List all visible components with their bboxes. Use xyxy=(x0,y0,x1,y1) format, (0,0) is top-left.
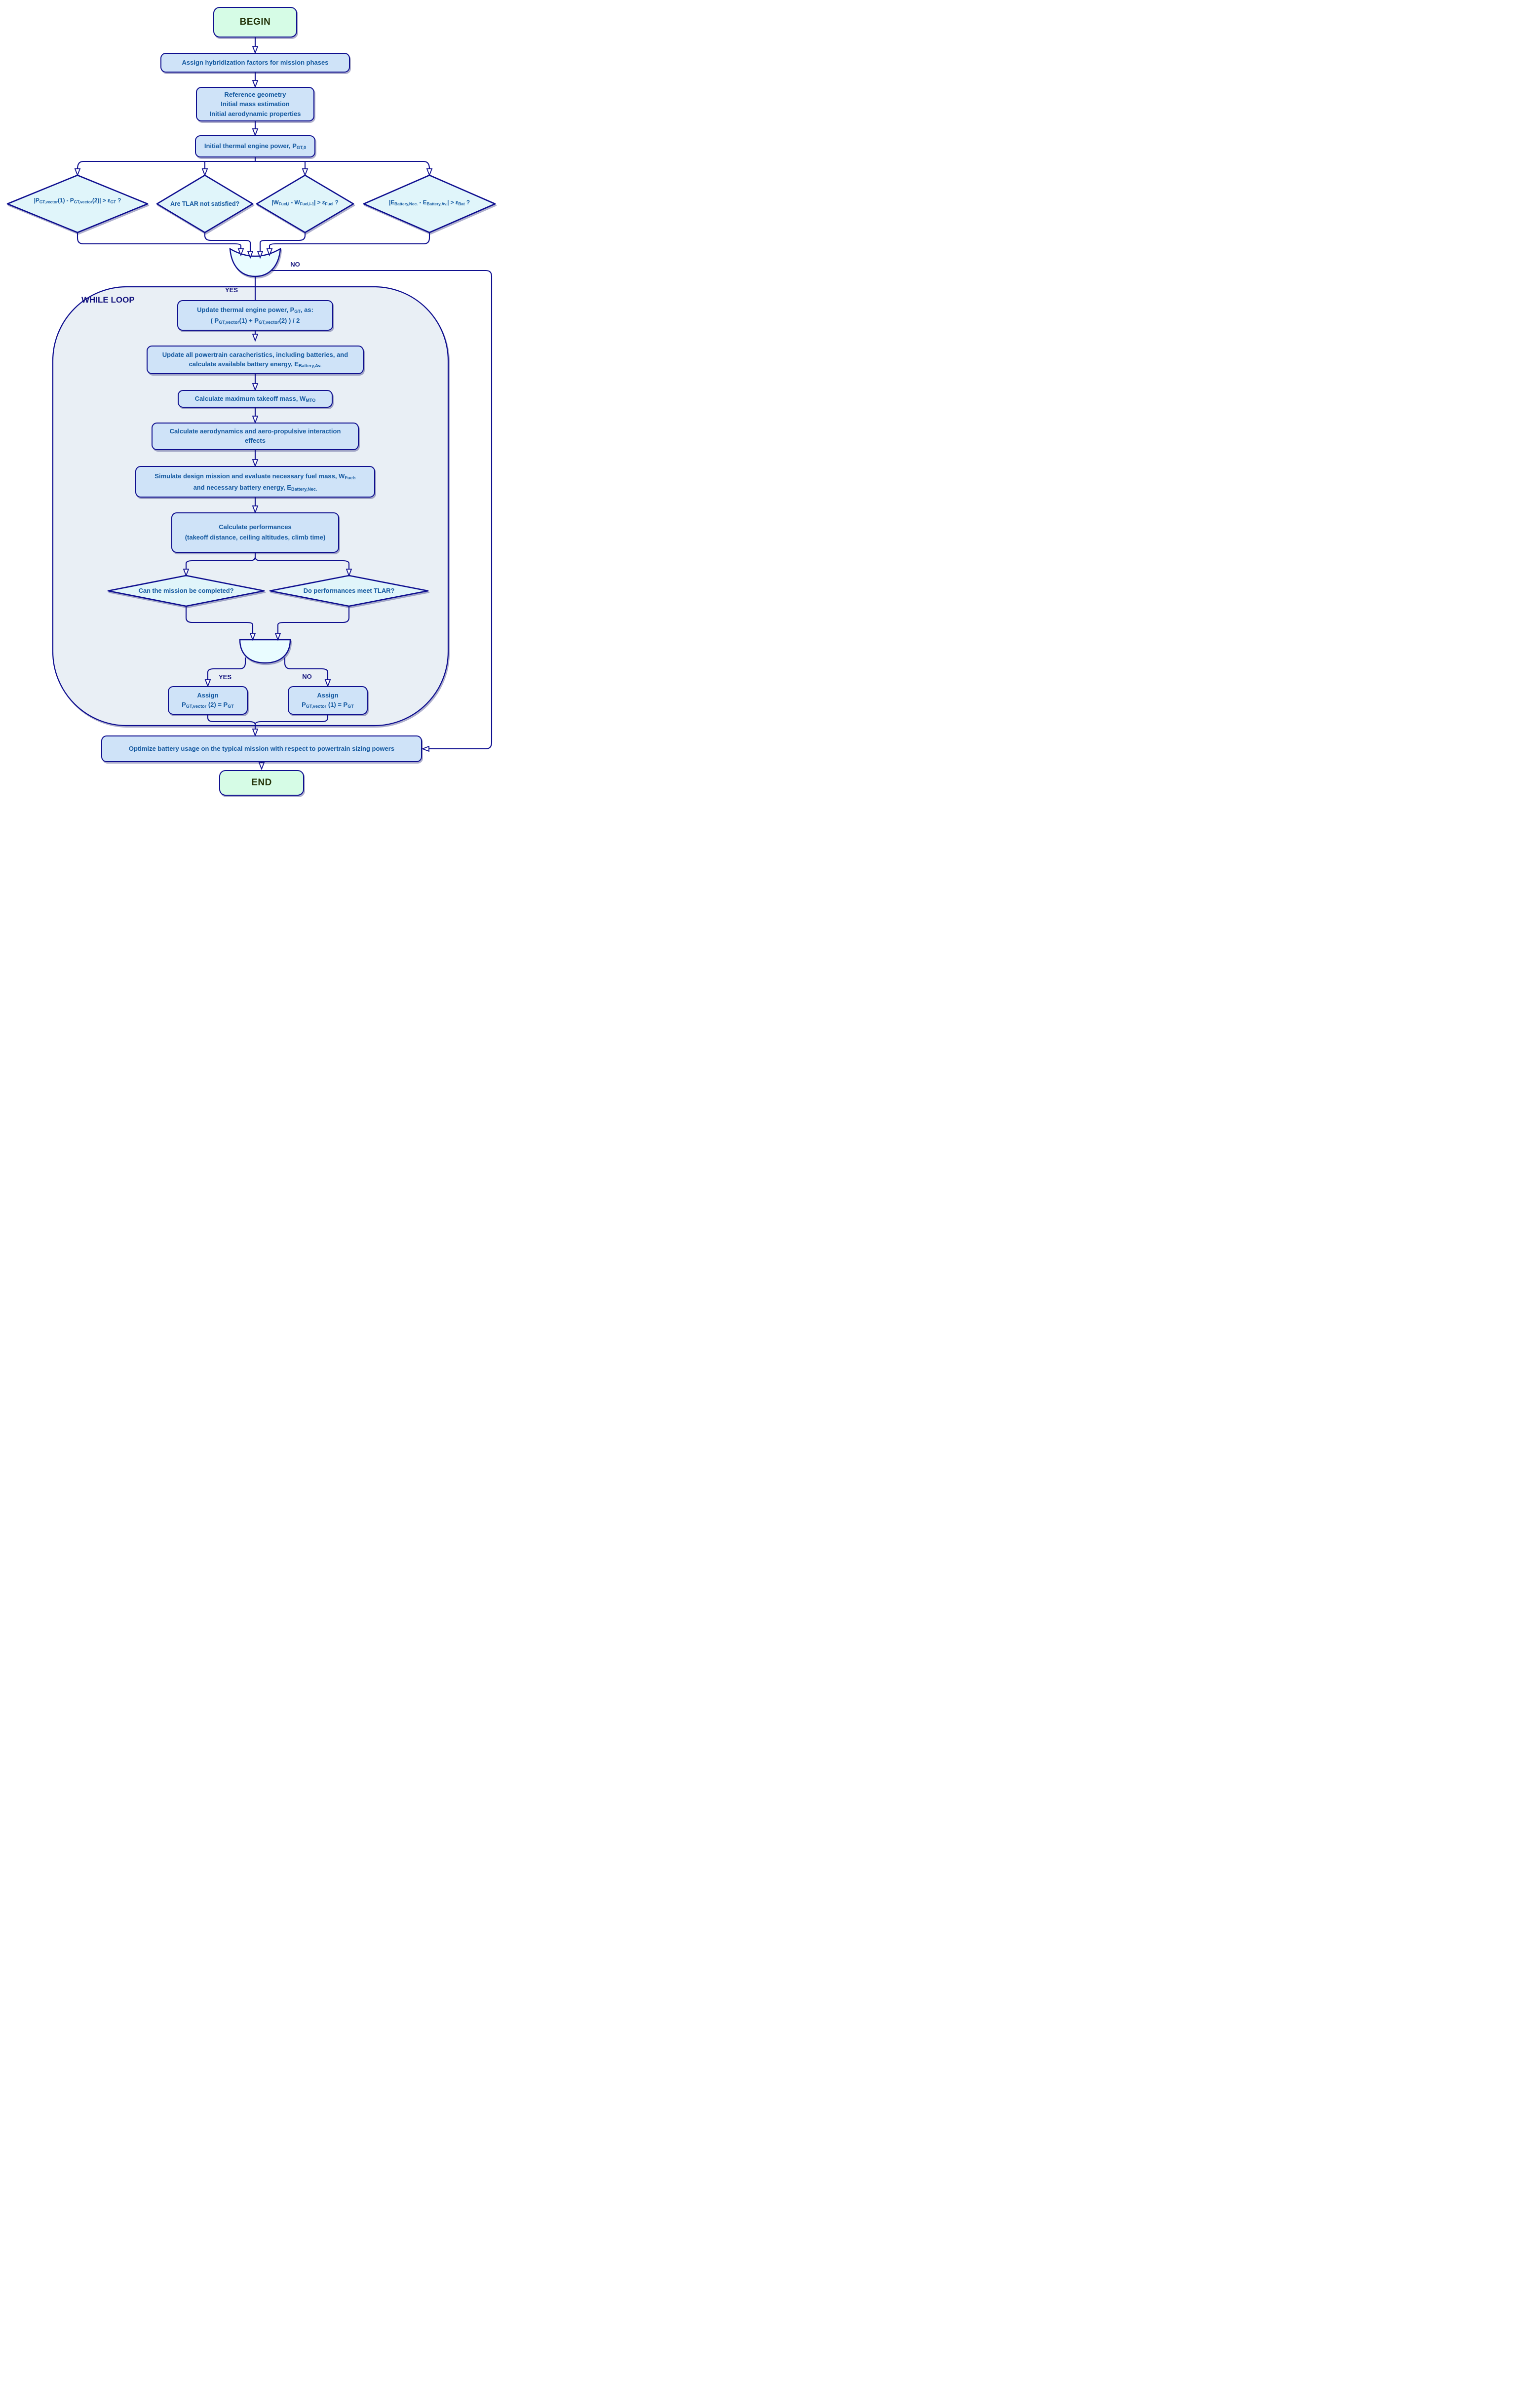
decision-battery-label: $|E_{Battery,Nec.} - E_{Battery,Av.}| > \varepsilon_{Bat}$ ? xyxy=(389,199,470,206)
decision-fuel-label: $|W_{Fuel,i} - W_{Fuel,i-1}| > \varepsilon_{Fuel}$ ? xyxy=(271,199,339,206)
calc-perf-line-1: Calculate performances xyxy=(219,523,292,531)
assign-v2-line-2: $P_{GT,vector}$ $(2) = P_{GT}$ xyxy=(182,701,234,709)
update-powertrain-line-2: calculate available battery energy, $E_{Battery,Av.}$ xyxy=(189,360,322,368)
assign-hybridization-label: Assign hybridization factors for mission phases xyxy=(182,58,329,66)
reference-line-3: Initial aerodynamic properties xyxy=(209,110,301,117)
decision-tlar-label: Are TLAR not satisfied? xyxy=(170,200,240,207)
arrowhead xyxy=(427,169,432,175)
yes-branch-label-top: YES xyxy=(225,286,238,294)
process-assign-hybridization xyxy=(160,53,350,73)
process-assign-pgt-vector2 xyxy=(168,686,248,715)
decision-mission-label: Can the mission be completed? xyxy=(138,587,234,594)
arrowhead xyxy=(253,729,258,735)
process-initial-thermal-power xyxy=(195,135,315,157)
process-simulate-mission xyxy=(135,466,375,498)
arrowhead xyxy=(253,80,258,87)
process-assign-pgt-vector1 xyxy=(288,686,368,715)
arrowhead xyxy=(259,763,264,769)
process-reference-geometry xyxy=(196,87,314,121)
process-calc-performances xyxy=(171,512,339,553)
assign-v1-line-2: $P_{GT,vector}$ $(1) = P_{GT}$ xyxy=(302,701,354,709)
process-update-thermal-power xyxy=(177,300,333,331)
update-power-line-2: ( $P_{GT,vector}(1) + P_{GT,vector}(2)$ ) / 2 xyxy=(210,317,300,325)
connector-initialpower-bus xyxy=(77,157,429,169)
yes-branch-label-bottom: YES xyxy=(218,673,231,681)
calc-mto-label: Calculate maximum takeoff mass, $W_{MTO}$ xyxy=(194,394,316,403)
reference-line-1: Reference geometry xyxy=(224,90,286,98)
simulate-line-1: Simulate design mission and evaluate necessary fuel mass, $W_{Fuel}$, xyxy=(154,472,356,480)
while-loop-label: WHILE LOOP xyxy=(81,295,135,305)
process-optimize-battery xyxy=(101,735,422,762)
arrowhead xyxy=(253,46,258,53)
end-label: END xyxy=(251,777,272,788)
no-branch-label-top: NO xyxy=(290,261,300,268)
end-node xyxy=(219,770,304,796)
calc-perf-line-2: (takeoff distance, ceiling altitudes, climb time) xyxy=(185,534,326,541)
decision-pgt-label: $|P_{GT,vector}(1) - P_{GT,vector}(2)| > \varepsilon_{GT}$ ? xyxy=(34,197,121,204)
process-update-powertrain xyxy=(147,346,364,374)
process-calc-mto-mass xyxy=(178,390,333,408)
begin-label: BEGIN xyxy=(239,17,271,28)
process-calc-aerodynamics xyxy=(152,423,359,450)
arrowhead xyxy=(75,169,80,175)
arrowhead xyxy=(423,746,429,751)
initial-thermal-power-label: Initial thermal engine power, $P_{GT,0}$ xyxy=(204,142,307,151)
no-branch-label-bottom: NO xyxy=(302,673,312,680)
flowchart-canvas xyxy=(0,0,513,798)
decision-performance-label: Do performances meet TLAR? xyxy=(303,587,395,594)
begin-node xyxy=(213,7,297,38)
or-merge-gate xyxy=(230,249,280,276)
arrowhead xyxy=(303,169,308,175)
arrowhead xyxy=(253,129,258,135)
simulate-line-2: and necessary battery energy, $E_{Battery,Nec.}$ xyxy=(193,484,317,492)
arrowhead xyxy=(202,169,207,175)
calc-aero-line-2: effects xyxy=(245,437,266,444)
optimize-battery-label: Optimize battery usage on the typical mission with respect to powertrain sizing powers xyxy=(128,744,395,752)
update-powertrain-line-1: Update all powertrain caracheristics, including batteries, and xyxy=(162,351,348,359)
reference-line-2: Initial mass estimation xyxy=(221,100,290,108)
calc-aero-line-1: Calculate aerodynamics and aero-propulsive interaction xyxy=(169,427,341,435)
update-power-line-1: Update thermal engine power, $P_{GT}$, as: xyxy=(197,306,313,314)
assign-v2-line-1: Assign xyxy=(197,692,219,699)
assign-v1-line-1: Assign xyxy=(317,692,339,699)
